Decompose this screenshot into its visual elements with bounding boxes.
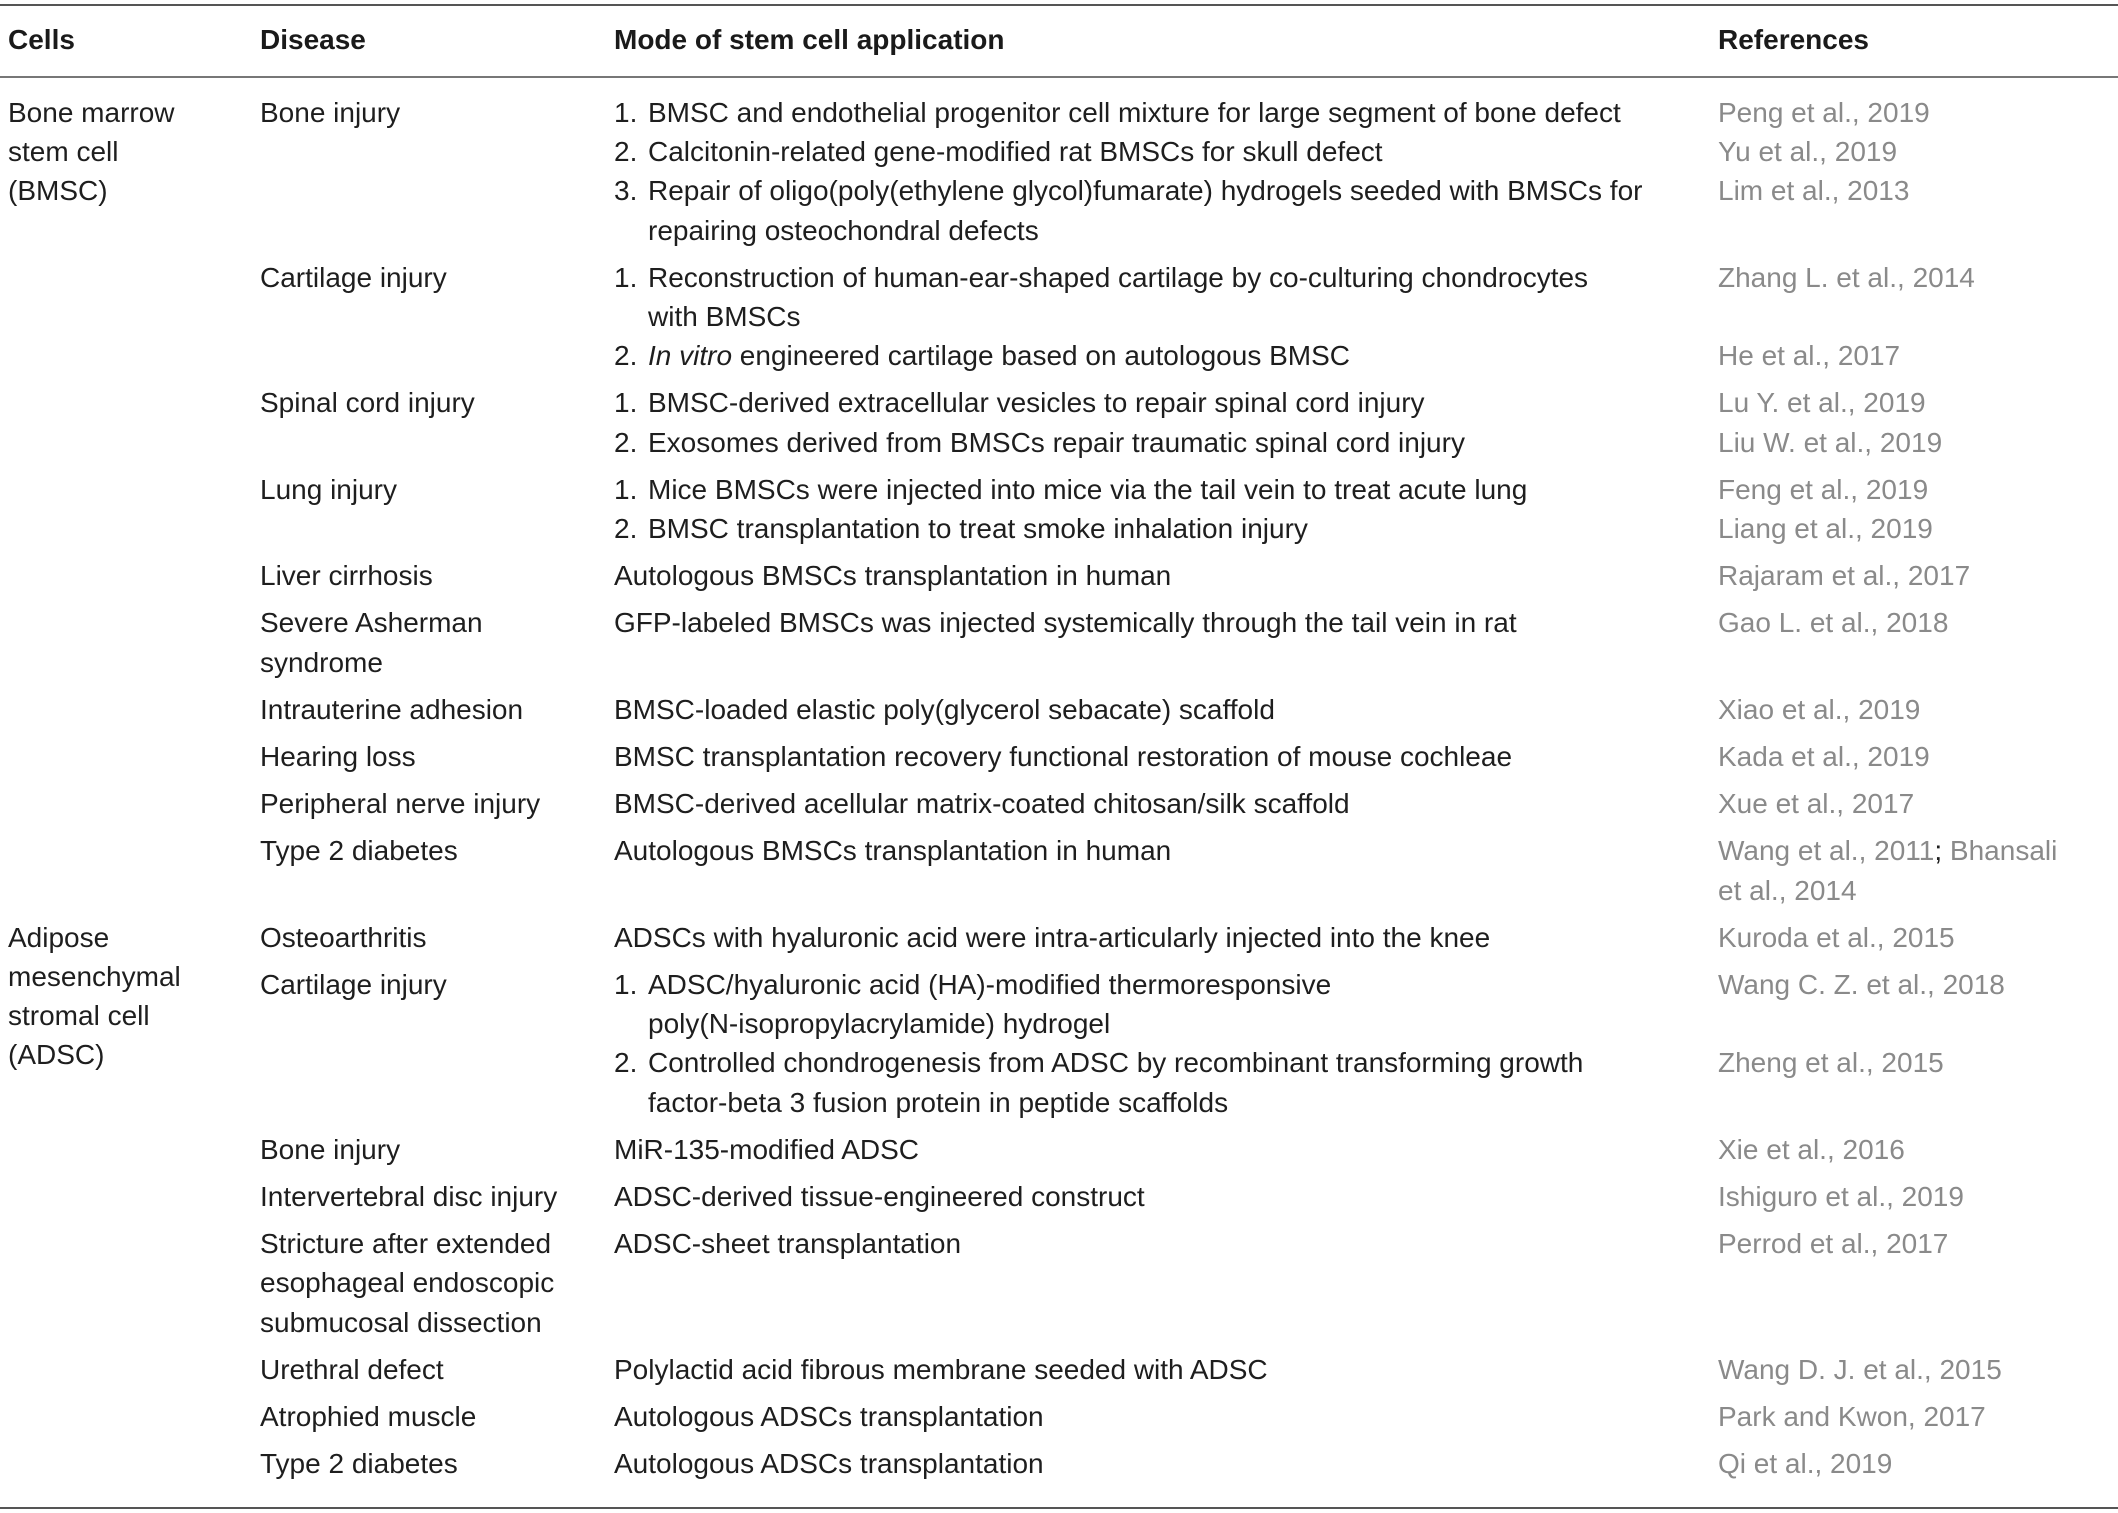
application-mode-line [614, 1444, 1044, 1484]
cell-type-line: Adipose [8, 921, 110, 953]
application-text: MiR-135-modified ADSC [614, 1133, 919, 1165]
application-text: BMSC transplantation recovery functional restoration of mouse cochleae [614, 741, 1513, 772]
reference: Lu Y. et al., 2019 [1718, 387, 1926, 419]
disease-name: Severe Asherman [260, 607, 483, 639]
reference: et al., 2014 [1718, 874, 1857, 906]
reference: Park and Kwon, 2017 [1718, 1401, 1986, 1432]
cell-type-line: (ADSC) [8, 1039, 105, 1071]
disease-name: Spinal cord injury [260, 387, 475, 419]
application-text: BMSC transplantation to treat smoke inhalation injury [648, 513, 1308, 544]
disease-name: Bone injury [260, 1133, 401, 1165]
application-text: Autologous BMSCs transplantation in human [614, 835, 1172, 867]
disease-name: Liver cirrhosis [260, 560, 433, 592]
disease-name: Hearing loss [260, 741, 416, 772]
item-number: 1. [614, 473, 638, 505]
header-mode: Mode of stem cell application [614, 24, 1005, 55]
application-mode-line [614, 603, 1517, 643]
reference-separator: ; [1934, 835, 1950, 867]
disease-name: Bone injury [260, 97, 401, 128]
application-text: BMSC-loaded elastic poly(glycerol sebacate) scaffold [614, 693, 1275, 725]
application-text: ADSC-derived tissue-engineered construct [614, 1181, 1145, 1212]
disease-name: submucosal dissection [260, 1306, 542, 1338]
cell-type-line: Bone marrow [8, 97, 175, 128]
reference: Liu W. et al., 2019 [1718, 426, 1943, 458]
application-mode-line [614, 1350, 1268, 1390]
application-mode-line [614, 383, 1425, 423]
reference: Rajaram et al., 2017 [1718, 560, 1971, 592]
disease-name: syndrome [260, 646, 383, 678]
reference: Peng et al., 2019 [1718, 97, 1930, 128]
reference: Liang et al., 2019 [1718, 513, 1933, 544]
application-text: Mice BMSCs were injected into mice via the tail vein to treat acute lung [648, 473, 1528, 505]
reference: Perrod et al., 2017 [1718, 1228, 1949, 1260]
application-mode-line [614, 556, 1171, 596]
item-number: 2. [614, 1047, 638, 1079]
application-text: BMSC and endothelial progenitor cell mixture for large segment of bone defect [648, 97, 1621, 128]
application-mode-line [614, 1083, 1228, 1123]
application-text: ADSC-sheet transplantation [614, 1228, 962, 1260]
application-text: factor-beta 3 fusion protein in peptide scaffolds [648, 1086, 1229, 1118]
item-number: 3. [614, 175, 638, 207]
disease-name: Intrauterine adhesion [260, 693, 524, 725]
disease-name: Lung injury [260, 473, 397, 505]
cell-type-line: mesenchymal [8, 961, 181, 992]
table-bottom-rule [0, 1507, 2118, 1509]
application-mode-line [614, 1177, 1145, 1217]
cell-type-line: stromal cell [8, 1000, 150, 1032]
application-mode-line [614, 297, 800, 337]
item-number: 2. [614, 136, 638, 168]
application-text: Autologous ADSCs transplantation [614, 1448, 1044, 1480]
item-number: 1. [614, 387, 638, 419]
application-mode-line [614, 831, 1171, 871]
application-mode-line [614, 93, 1621, 133]
application-text: with BMSCs [648, 301, 801, 332]
application-mode-line [614, 1397, 1044, 1437]
reference: Zheng et al., 2015 [1718, 1047, 1944, 1079]
application-text: Reconstruction of human-ear-shaped cartilage by co-culturing chondrocytes [648, 261, 1589, 293]
disease-name: Urethral defect [260, 1353, 444, 1385]
item-number: 2. [614, 513, 638, 544]
reference-part: Wang et al., 2011 [1718, 835, 1935, 867]
reference: Feng et al., 2019 [1718, 473, 1929, 505]
reference: Lim et al., 2013 [1718, 175, 1910, 207]
reference: Gao L. et al., 2018 [1718, 607, 1949, 639]
application-mode-line [614, 918, 1490, 958]
application-text: poly(N-isopropylacrylamide) hydrogel [648, 1008, 1111, 1040]
application-text: Calcitonin-related gene-modified rat BMSCs for skull defect [648, 136, 1383, 168]
application-text: ADSC/hyaluronic acid (HA)-modified thermoresponsive [648, 969, 1332, 1000]
reference: Wang D. J. et al., 2015 [1718, 1353, 2002, 1385]
application-mode-line [614, 690, 1275, 730]
table-top-rule [0, 4, 2118, 6]
disease-name: Type 2 diabetes [260, 1448, 458, 1480]
application-mode-line [614, 132, 1383, 172]
item-number: 2. [614, 426, 638, 458]
disease-name: Peripheral nerve injury [260, 788, 541, 820]
reference: Xue et al., 2017 [1718, 788, 1915, 820]
reference: Xiao et al., 2019 [1718, 693, 1921, 725]
header-references: References [1718, 24, 1869, 55]
application-mode-line [614, 1043, 1583, 1083]
reference: Ishiguro et al., 2019 [1718, 1181, 1964, 1212]
item-number: 1. [614, 97, 638, 128]
reference: Kuroda et al., 2015 [1718, 921, 1955, 953]
application-text: engineered cartilage based on autologous BMSC [732, 340, 1350, 372]
application-mode-line [614, 784, 1350, 824]
application-text: Autologous BMSCs transplantation in human [614, 560, 1172, 592]
disease-name: Stricture after extended [260, 1228, 552, 1260]
application-mode-line [614, 509, 1308, 549]
reference: Zhang L. et al., 2014 [1718, 261, 1975, 293]
application-text: BMSC-derived extracellular vesicles to repair spinal cord injury [648, 387, 1425, 419]
item-number: 1. [614, 969, 638, 1000]
application-text: Controlled chondrogenesis from ADSC by recombinant transforming growth [648, 1047, 1584, 1079]
reference: Kada et al., 2019 [1718, 741, 1930, 772]
disease-name: Osteoarthritis [260, 921, 427, 953]
header-cells: Cells [8, 24, 75, 55]
italic-term: In vitro [648, 340, 733, 372]
application-mode-line [614, 258, 1588, 298]
item-number: 2. [614, 340, 638, 372]
reference: Yu et al., 2019 [1718, 136, 1898, 168]
application-mode-line [614, 1004, 1110, 1044]
reference: He et al., 2017 [1718, 340, 1901, 372]
application-text: ADSCs with hyaluronic acid were intra-articularly injected into the knee [614, 921, 1491, 953]
disease-name: esophageal endoscopic [260, 1267, 555, 1299]
disease-name: Cartilage injury [260, 261, 447, 293]
application-mode-line [614, 965, 1331, 1005]
disease-name: Intervertebral disc injury [260, 1181, 558, 1212]
disease-name: Atrophied muscle [260, 1401, 477, 1432]
application-mode-line [614, 470, 1527, 510]
reference: Xie et al., 2016 [1718, 1133, 1905, 1165]
application-mode-line [614, 737, 1512, 777]
reference [1718, 831, 2057, 871]
header-disease: Disease [260, 24, 366, 55]
disease-name: Type 2 diabetes [260, 835, 458, 867]
application-text: Autologous ADSCs transplantation [614, 1401, 1044, 1432]
application-mode-line [614, 423, 1465, 463]
application-text: GFP-labeled BMSCs was injected systemically through the tail vein in rat [614, 607, 1517, 639]
application-mode-line [614, 211, 1039, 251]
item-number: 1. [614, 261, 638, 293]
reference-part: Bhansali [1949, 835, 2058, 867]
cell-type-line: stem cell [8, 136, 119, 168]
application-mode-line [614, 336, 1350, 376]
cell-type-line: (BMSC) [8, 175, 108, 207]
reference: Qi et al., 2019 [1718, 1448, 1893, 1480]
disease-name: Cartilage injury [260, 969, 447, 1000]
application-text: Polylactid acid fibrous membrane seeded with ADSC [614, 1353, 1268, 1385]
application-text: repairing osteochondral defects [648, 214, 1039, 246]
application-text: Exosomes derived from BMSCs repair traumatic spinal cord injury [648, 426, 1465, 458]
header-rule [0, 76, 2118, 78]
application-mode-line [614, 1224, 961, 1264]
application-text: Repair of oligo(poly(ethylene glycol)fumarate) hydrogels seeded with BMSCs for [648, 175, 1643, 207]
application-mode-line [614, 171, 1642, 211]
application-mode-line [614, 1130, 919, 1170]
application-text: BMSC-derived acellular matrix-coated chitosan/silk scaffold [614, 788, 1350, 820]
reference: Wang C. Z. et al., 2018 [1718, 969, 2005, 1000]
